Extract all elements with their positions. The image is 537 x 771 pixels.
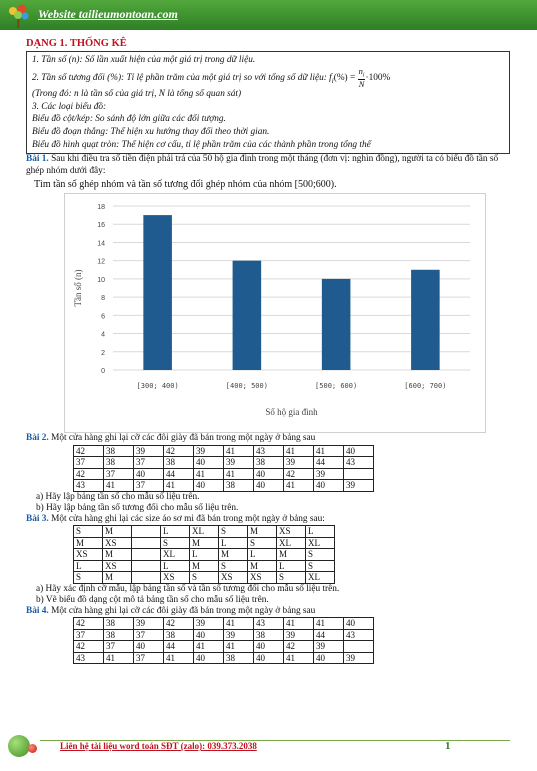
def-relative-text: 2. Tần số tương đối (%): Tỉ lệ phần trăm của một giá trị so với tổng số dữ liệu: (32, 72, 327, 83)
bai3-table-cell: XL (161, 549, 190, 561)
footer-contact[interactable]: Liên hệ tài liệu word toán SĐT (zalo): 039.373.2038 (60, 741, 257, 751)
bai3-table-cell: M (219, 549, 248, 561)
page-number: 1 (445, 740, 451, 752)
bai4-table-cell: 38 (254, 629, 284, 641)
bai4-table-cell: 40 (314, 652, 344, 664)
bai2-table (73, 445, 374, 492)
bai2-table-cell: 44 (164, 468, 194, 480)
x-tick-label: [500; 600) (315, 382, 358, 391)
bai4-table-row (74, 641, 374, 653)
bai2-table-row (74, 445, 374, 457)
bai2-table-cell: 42 (74, 445, 104, 457)
bai4-table-cell: 42 (74, 618, 104, 630)
def-line-pie: Biểu đồ hình quạt tròn: Thể hiện cơ cấu, tỉ lệ phần trăm của các thành phần trong tổng thể (32, 139, 371, 150)
bai3-label: Bài 3. (26, 513, 49, 524)
bai4-table-row (74, 618, 374, 630)
x-tick-label: [600; 700) (404, 382, 447, 391)
bai2-table-cell: 37 (104, 468, 134, 480)
bai3-table-cell: L (190, 549, 219, 561)
y-tick-label: 10 (97, 277, 105, 285)
bai2-a: a) Hãy lập bảng tần số cho mẫu số liệu trên. (36, 491, 200, 502)
bai3-table-cell: M (190, 560, 219, 572)
decor-green-ball (8, 735, 30, 757)
bai4-table-cell: 39 (284, 629, 314, 641)
bai4-table-cell: 40 (134, 641, 164, 653)
bai3-table-cell: S (277, 572, 306, 584)
definition-box (26, 51, 510, 154)
bai3-table-cell: M (103, 549, 132, 561)
bai2-table-cell: 37 (134, 480, 164, 492)
bai4-table-cell: 40 (254, 652, 284, 664)
x-tick-label: [300; 400) (136, 382, 179, 391)
header-bar (0, 0, 537, 30)
bai3-table-cell: M (103, 572, 132, 584)
bai4-table-cell: 41 (224, 618, 254, 630)
bai2-table-cell: 41 (224, 445, 254, 457)
bai3-table-row (74, 572, 335, 584)
y-axis-label: Tần số (n) (73, 269, 83, 307)
bai3-table-cell: L (277, 560, 306, 572)
bai4-table-cell: 41 (284, 652, 314, 664)
bai1-body: Sau khi điều tra số tiền điện phải trả của 50 hộ gia đình trong một tháng (đơn vị: nghìn đồng), người ta có biểu đồ tần số ghép nhóm dưới đây: (26, 154, 499, 176)
bai2-table-cell: 42 (74, 468, 104, 480)
bai2-table-cell: 40 (254, 480, 284, 492)
x-tick-label: [400; 500) (225, 382, 268, 391)
bai2-table-cell: 41 (284, 480, 314, 492)
bai3-table (73, 525, 335, 584)
bai3-table-row (74, 526, 335, 538)
y-tick-label: 12 (97, 258, 105, 266)
bai4-table-cell: 37 (134, 629, 164, 641)
bai3-table-cell: S (161, 537, 190, 549)
bai3-table-cell: S (306, 560, 335, 572)
bai3-table-cell: M (277, 549, 306, 561)
bai3-table-row (74, 560, 335, 572)
bai4-table-cell: 42 (164, 618, 194, 630)
bai2-text (26, 433, 510, 445)
bai2-table-row (74, 457, 374, 469)
def-line-chart-types: 3. Các loại biểu đồ: (32, 101, 107, 112)
bai2-table-cell: 41 (104, 480, 134, 492)
bai3-table-cell: L (74, 560, 103, 572)
bar (143, 215, 172, 370)
bai4-text (26, 606, 510, 618)
bar-chart (65, 194, 485, 432)
formula (329, 65, 391, 90)
bai2-table-cell: 37 (134, 457, 164, 469)
formula-sub: i (331, 76, 334, 85)
bai4-table-cell: 39 (134, 618, 164, 630)
bai4-table-cell: 39 (194, 618, 224, 630)
bai3-table-cell (132, 549, 161, 561)
bai3-table-cell: M (103, 526, 132, 538)
page-content (26, 38, 510, 664)
bai2-table-cell: 39 (194, 445, 224, 457)
bai3-table-cell: XS (277, 526, 306, 538)
bai4-table-cell: 40 (254, 641, 284, 653)
y-tick-label: 4 (101, 331, 105, 339)
bai3-table-cell: S (219, 560, 248, 572)
bai1-text (26, 154, 510, 177)
bai4-table-cell: 40 (194, 652, 224, 664)
bai2-table-cell: 44 (314, 457, 344, 469)
bai3-a: a) Hãy xác định cỡ mẫu, lập bảng tần số và tần số tương đối cho mẫu số liệu trên. (36, 583, 340, 594)
bai3-table-cell: XS (103, 537, 132, 549)
bai2-table-cell: 42 (284, 468, 314, 480)
bai3-table-cell: XS (248, 572, 277, 584)
bai4-table-row (74, 652, 374, 664)
frac-den: N (358, 79, 365, 90)
bai4-table-cell: 38 (164, 629, 194, 641)
bai3-body: Một cửa hàng ghi lại các size áo sơ mi đã bán trong một ngày ở bảng sau: (51, 513, 325, 524)
bai3-table-cell: S (248, 537, 277, 549)
bai4-table-row (74, 629, 374, 641)
bar (411, 270, 440, 370)
bai2-table-cell: 41 (224, 468, 254, 480)
def-line-relative-frequency (32, 67, 504, 89)
bai3-table-cell (132, 526, 161, 538)
bai3-table-cell: XL (306, 572, 335, 584)
bai4-body: Một cửa hàng ghi lại cỡ các đôi giày đã bán trong một ngày ở bảng sau (51, 605, 316, 616)
bai2-table-cell: 38 (104, 457, 134, 469)
bai4-table-cell: 38 (104, 618, 134, 630)
bai3-table-cell: XS (74, 549, 103, 561)
bai2-table-cell: 40 (194, 480, 224, 492)
bai1-chart-block (26, 179, 510, 431)
bai3-table-cell: M (190, 537, 219, 549)
y-tick-label: 14 (97, 240, 105, 248)
bai2-table-cell: 43 (254, 445, 284, 457)
bai4-table-cell: 39 (224, 629, 254, 641)
bai4-table-cell: 41 (224, 641, 254, 653)
bai3-table-cell: M (248, 560, 277, 572)
bai3-table-cell: XS (103, 560, 132, 572)
bai4-table-cell: 41 (314, 618, 344, 630)
bai4-label: Bài 4. (26, 605, 49, 616)
bai2-table-cell: 43 (74, 480, 104, 492)
bai3-table-cell: L (161, 560, 190, 572)
formula-f: f (329, 72, 332, 83)
bai4-table-cell: 43 (344, 629, 374, 641)
bai4-table-cell: 40 (194, 629, 224, 641)
bai2-table-cell: 40 (194, 457, 224, 469)
bai3-table-cell (132, 537, 161, 549)
bai4-table-cell: 39 (344, 652, 374, 664)
bai3-table-cell: L (306, 526, 335, 538)
bai2-table-cell: 41 (284, 445, 314, 457)
bai3-table-row (74, 549, 335, 561)
bai4-table-cell (344, 641, 374, 653)
bai2-table-cell: 43 (344, 457, 374, 469)
bai3-b: b) Vẽ biểu đồ dạng cột mô tả bảng tần số cho mẫu số liệu trên. (36, 594, 269, 605)
bai4-table-cell: 40 (344, 618, 374, 630)
bai3-table-cell: S (219, 526, 248, 538)
bai4-table-cell: 41 (194, 641, 224, 653)
bai3-table-cell: M (74, 537, 103, 549)
bai2-table-cell: 38 (104, 445, 134, 457)
bai2-table-cell: 40 (314, 480, 344, 492)
bai4-table (73, 617, 374, 664)
bai2-table-cell: 40 (254, 468, 284, 480)
bai2-table-cell: 39 (284, 457, 314, 469)
bai3-table-cell: L (248, 549, 277, 561)
y-tick-label: 8 (101, 295, 105, 303)
y-tick-label: 16 (97, 222, 105, 230)
formula-right: ·100% (365, 72, 391, 83)
formula-mid: (%) = (333, 72, 356, 83)
bai2-table-cell: 39 (224, 457, 254, 469)
bai4-table-cell: 44 (314, 629, 344, 641)
bai2-label: Bài 2. (26, 433, 49, 444)
bai3-table-cell: S (306, 549, 335, 561)
bai1-label: Bài 1. (26, 154, 49, 165)
y-tick-label: 6 (101, 313, 105, 321)
bai3-table-cell: L (161, 526, 190, 538)
bai2-table-row (74, 468, 374, 480)
bai4-table-cell: 44 (164, 641, 194, 653)
bai1-question: Tìm tần số ghép nhóm và tần số tương đối ghép nhóm của nhóm [500;600). (34, 179, 337, 191)
bai4-table-cell: 37 (134, 652, 164, 664)
site-title[interactable]: Website tailieumontoan.com (38, 7, 178, 21)
bai3-table-cell: L (219, 537, 248, 549)
bar (233, 261, 262, 370)
bai2-table-cell: 41 (164, 480, 194, 492)
bai2-b: b) Hãy lập bảng tần số tương đối cho mẫu số liệu trên. (36, 502, 239, 513)
tree-logo-icon (4, 2, 32, 30)
bai2-table-cell: 38 (164, 457, 194, 469)
bai2-table-cell: 42 (164, 445, 194, 457)
y-tick-label: 18 (97, 204, 105, 212)
bai4-table-cell: 38 (224, 652, 254, 664)
bai3-table-row (74, 537, 335, 549)
frac-num: n (358, 65, 363, 76)
x-axis-label: Số hộ gia đình (265, 407, 318, 418)
bai4-table-cell: 37 (104, 641, 134, 653)
bai4-table-cell: 37 (74, 629, 104, 641)
bai3-table-cell: XL (190, 526, 219, 538)
bai3-table-cell (132, 560, 161, 572)
y-tick-label: 2 (101, 350, 105, 358)
bai2-table-cell (344, 468, 374, 480)
bai4-table-cell: 41 (284, 618, 314, 630)
bai3-table-cell (132, 572, 161, 584)
bai3-table-cell: XL (306, 537, 335, 549)
bai4-table-cell: 42 (284, 641, 314, 653)
bai3-table-cell: S (74, 526, 103, 538)
section-title: DẠNG 1. THỐNG KÊ (26, 38, 127, 49)
bai2-table-cell: 41 (194, 468, 224, 480)
decor-red-ball (28, 744, 37, 753)
bai3-table-cell: S (74, 572, 103, 584)
bai3-table-cell: M (248, 526, 277, 538)
bai2-body: Một cửa hàng ghi lại cỡ các đôi giày đã bán trong một ngày ở bảng sau (51, 433, 316, 444)
def-line-frequency: 1. Tần số (n): Số lần xuất hiện của một giá trị trong dữ liệu. (32, 55, 256, 65)
bai2-table-cell: 38 (224, 480, 254, 492)
bar (322, 279, 351, 370)
bai4-table-cell: 43 (74, 652, 104, 664)
bai2-table-cell: 39 (314, 468, 344, 480)
chart-frame (64, 193, 486, 433)
bai4-table-cell: 42 (74, 641, 104, 653)
def-line-line: Biểu đồ đoạn thẳng: Thể hiện xu hướng thay đổi theo thời gian. (32, 127, 270, 138)
def-line-bar: Biểu đồ cột/kép: So sánh độ lớn giữa các đối tượng. (32, 114, 226, 125)
bai4-table-cell: 39 (314, 641, 344, 653)
bai3-table-cell: XS (219, 572, 248, 584)
y-tick-label: 0 (101, 368, 105, 376)
bai4-table-cell: 43 (254, 618, 284, 630)
bai2-table-cell: 39 (134, 445, 164, 457)
bai2-table-cell: 39 (344, 480, 374, 492)
bai2-table-row (74, 480, 374, 492)
def-line-note: (Trong đó: n là tần số của giá trị, N là tổng số quan sát) (32, 89, 242, 100)
bai2-table-cell: 41 (314, 445, 344, 457)
bai2-table-cell: 40 (344, 445, 374, 457)
bai3-table-cell: S (190, 572, 219, 584)
bai3-table-cell: XL (277, 537, 306, 549)
bai2-table-cell: 40 (134, 468, 164, 480)
bai2-table-cell: 37 (74, 457, 104, 469)
bai4-table-cell: 41 (104, 652, 134, 664)
frac-num-sub: i (362, 72, 365, 79)
bai3-text (26, 514, 510, 526)
bai3-table-cell: XS (161, 572, 190, 584)
bai4-table-cell: 38 (104, 629, 134, 641)
bai2-table-cell: 38 (254, 457, 284, 469)
bai4-table-cell: 41 (164, 652, 194, 664)
